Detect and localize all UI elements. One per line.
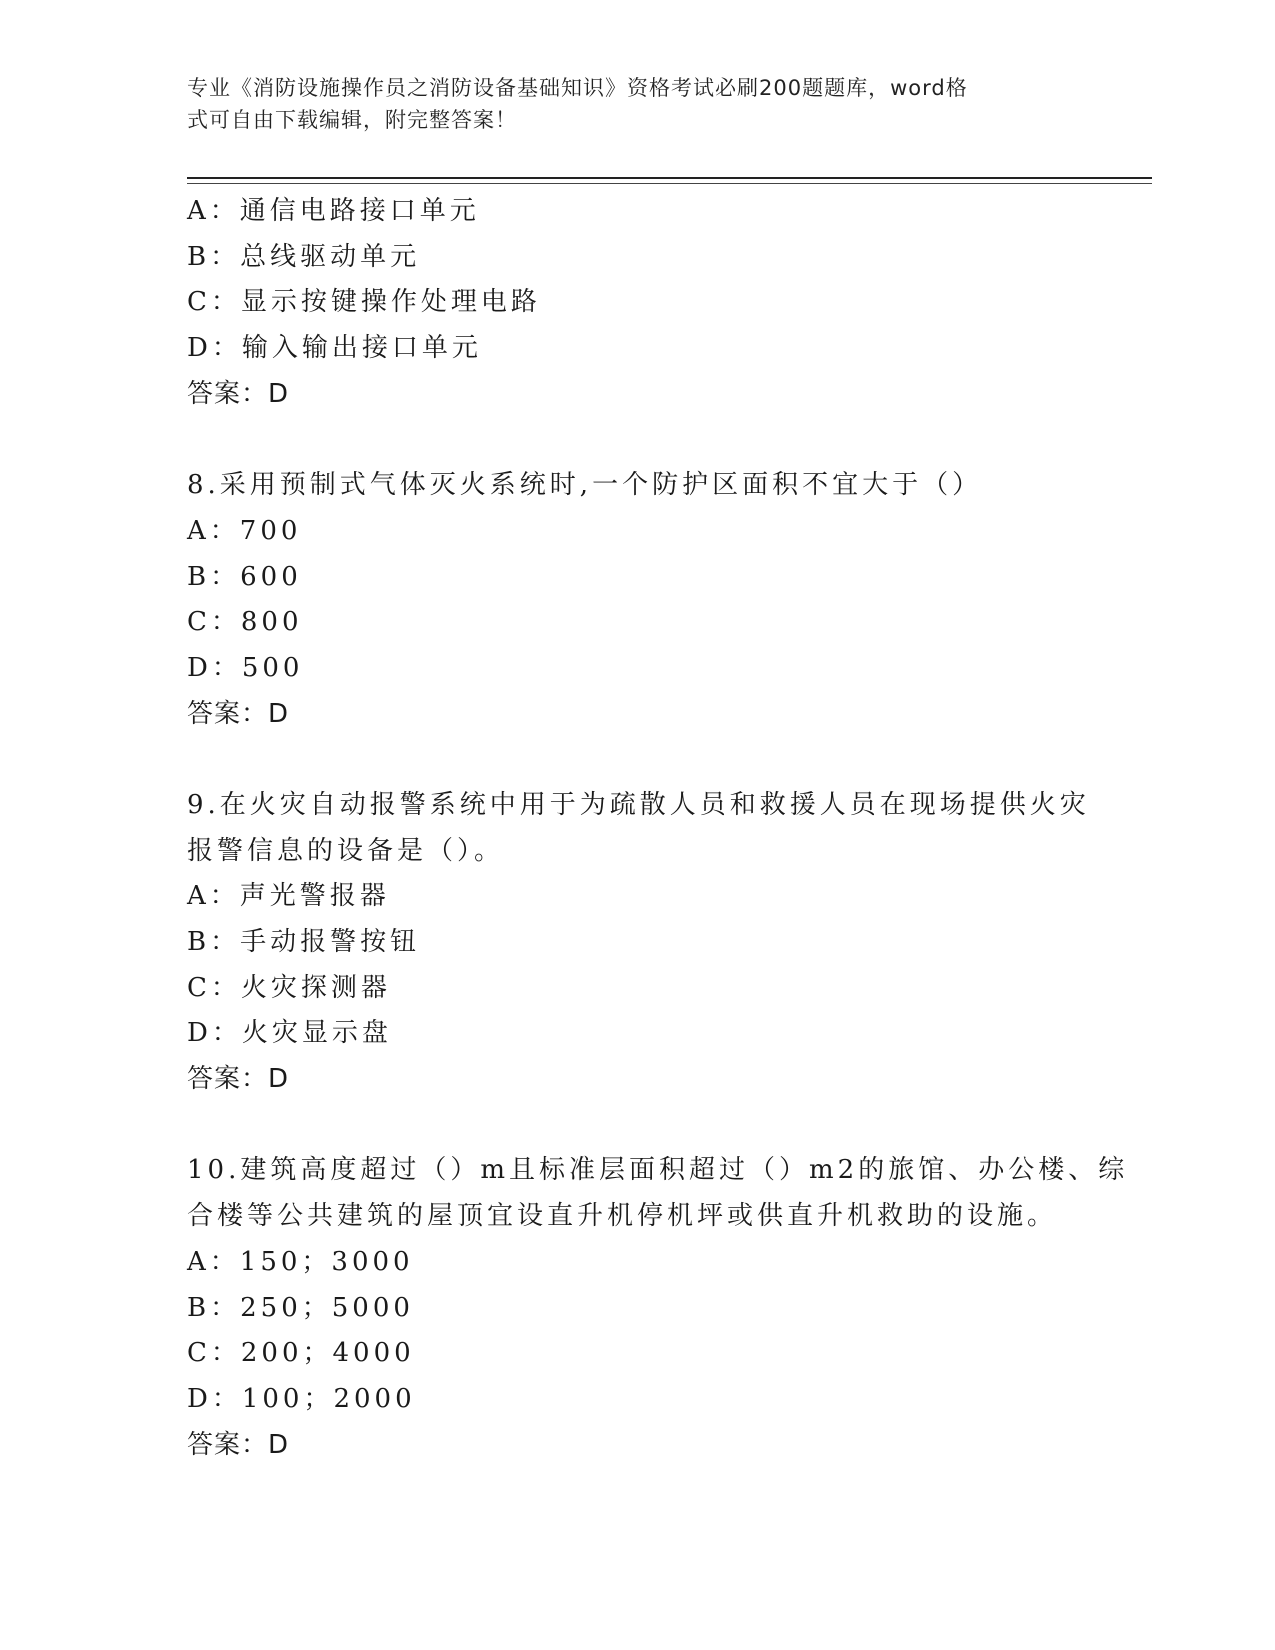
question-text-line-1: 9.在火灾自动报警系统中用于为疏散人员和救援人员在现场提供火灾 bbox=[187, 789, 1090, 820]
option-b: B：250；5000 bbox=[187, 1292, 414, 1323]
option-d: D：火灾显示盘 bbox=[187, 1018, 392, 1049]
option-b: B：手动报警按钮 bbox=[187, 927, 421, 957]
spacer bbox=[187, 417, 1087, 463]
question-8 bbox=[187, 463, 1087, 737]
option-d: D：500 bbox=[187, 652, 304, 683]
spacer bbox=[187, 1103, 1087, 1149]
answer: 答案：D bbox=[187, 378, 290, 409]
option-a: A：声光警报器 bbox=[187, 881, 390, 912]
question-text: 8.采用预制式气体灭火系统时,一个防护区面积不宜大于（） bbox=[187, 470, 983, 501]
option-c: C：800 bbox=[187, 607, 303, 638]
question-9 bbox=[187, 783, 1090, 1103]
question-list bbox=[187, 189, 1129, 1468]
header-line-2: 式可自由下载编辑，附完整答案！ bbox=[187, 108, 517, 132]
answer: 答案：D bbox=[187, 1064, 290, 1095]
option-c: C：火灾探测器 bbox=[187, 972, 391, 1003]
document-header bbox=[187, 72, 1067, 136]
question-text-line-1: 10.建筑高度超过（）m且标准层面积超过（）m2的旅馆、办公楼、综 bbox=[187, 1155, 1129, 1186]
spacer bbox=[187, 737, 1087, 783]
option-d: D：输入输出接口单元 bbox=[187, 333, 482, 364]
option-a: A：通信电路接口单元 bbox=[187, 196, 480, 226]
answer: 答案：D bbox=[187, 698, 290, 729]
header-line-1: 专业《消防设施操作员之消防设备基础知识》资格考试必刷200题题库，word格 bbox=[187, 76, 968, 100]
option-b: B：总线驱动单元 bbox=[187, 241, 421, 272]
option-c: C：显示按键操作处理电路 bbox=[187, 287, 541, 318]
option-d: D：100；2000 bbox=[187, 1383, 416, 1414]
answer: 答案：D bbox=[187, 1429, 290, 1460]
option-a: A：700 bbox=[187, 515, 302, 546]
question-text-line-2: 合楼等公共建筑的屋顶宜设直升机停机坪或供直升机救助的设施。 bbox=[187, 1201, 1058, 1232]
option-b: B：600 bbox=[187, 561, 302, 592]
header-divider-thin bbox=[187, 183, 1152, 184]
question-7 bbox=[187, 189, 1087, 417]
header-divider-thick bbox=[187, 177, 1152, 179]
option-a: A：150；3000 bbox=[187, 1246, 414, 1277]
question-10 bbox=[187, 1148, 1129, 1468]
question-text-line-2: 报警信息的设备是（）。 bbox=[187, 835, 505, 866]
option-c: C：200；4000 bbox=[187, 1338, 415, 1369]
